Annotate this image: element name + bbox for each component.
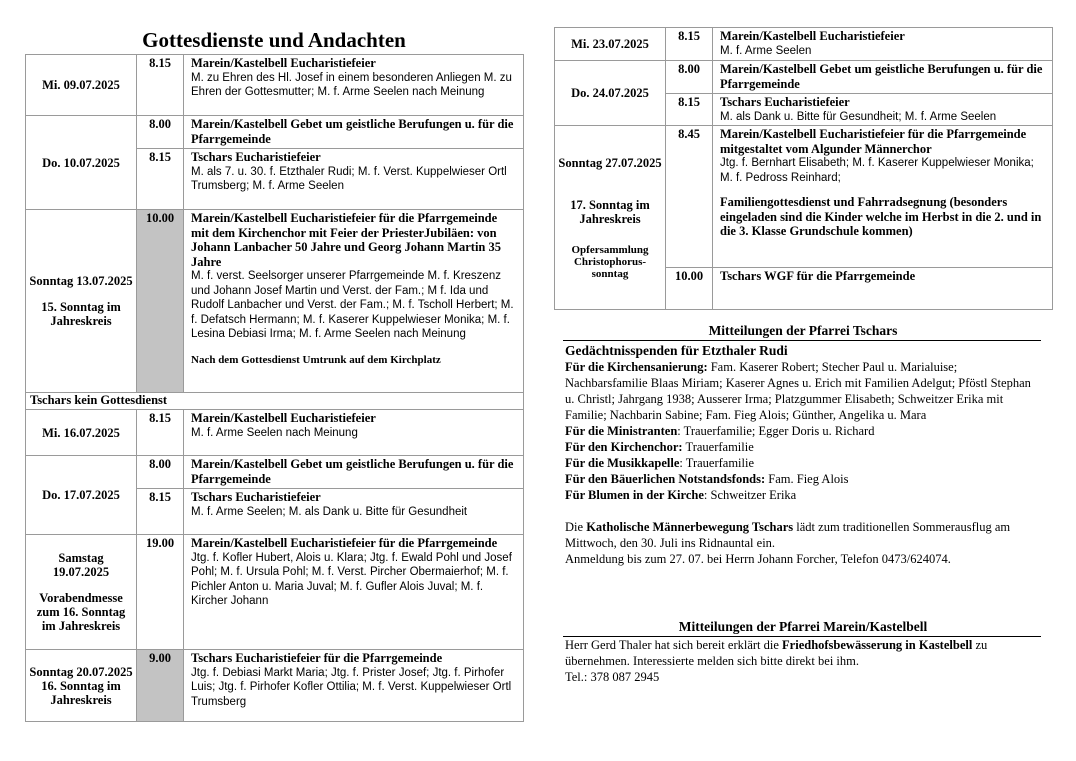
event-title: Marein/Kastelbell Eucharistiefeier — [191, 56, 376, 70]
event-detail: M. zu Ehren des Hl. Josef in einem besonderen Anliegen M. zu Ehren der Gottesmutter; M. f. Arme Seelen nach Meinung — [191, 71, 512, 98]
marein-text-pre: Herr Gerd Thaler hat sich bereit erklärt die — [565, 638, 783, 652]
event-cell — [184, 116, 524, 149]
event-title: Marein/Kastelbell Gebet um geistliche Berufungen u. für die Pfarrgemeinde — [720, 62, 1043, 91]
donation-text: Fam. Kaserer Robert; Stecher Paul u. Marialuise; Nachbarsfamilie Blaas Miriam; Kaserer Agnes u. Erich mit Familien Adelgut; Pföstl Stephan u. Christl; Jahrgang 1938; Ausserer Irma; Platzgummer Elisabeth; Schweitzer Erika mit Familie; Nachbarin Sabine; Fam. Fieg Alois; Günther, Angelika u. Mara — [565, 360, 1031, 422]
time-cell: 8.15 — [137, 55, 184, 116]
donation-blumen — [565, 487, 1041, 503]
event-title: Marein/Kastelbell Gebet um geistliche Berufungen u. für die Pfarrgemeinde — [191, 117, 514, 146]
day-sublabel: 17. Sonntag im Jahreskreis — [570, 197, 650, 226]
time-cell: 8.15 — [666, 94, 713, 126]
donation-text: : Trauerfamilie; Egger Doris u. Richard — [677, 424, 875, 438]
time-cell: 19.00 — [137, 535, 184, 650]
event-title: Marein/Kastelbell Eucharistiefeier — [191, 411, 376, 425]
donation-ministranten — [565, 423, 1041, 439]
time-cell: 8.00 — [137, 116, 184, 149]
event-title: Tschars WGF für die Pfarrgemeinde — [720, 269, 916, 283]
donation-text: : Trauerfamilie — [679, 456, 755, 470]
table-row — [26, 55, 524, 116]
donation-musik — [565, 455, 1041, 471]
time-cell: 8.00 — [137, 456, 184, 489]
day-sublabel: Vorabendmesse zum 16. Sonntag im Jahreskreis — [36, 591, 126, 633]
donation-label: Für die Musikkapelle — [565, 456, 680, 470]
day-sublabel-2: Opfersammlung Christophorus-sonntag — [571, 243, 649, 280]
marein-section — [565, 637, 1041, 685]
time-cell: 8.15 — [137, 489, 184, 535]
donation-label: Für Blumen in der Kirche — [565, 488, 704, 502]
event-title: Tschars Eucharistiefeier für die Pfarrgemeinde — [191, 651, 443, 665]
marein-tel: Tel.: 378 087 2945 — [565, 670, 660, 684]
table-row — [26, 116, 524, 149]
event-cell — [184, 489, 524, 535]
page-title: Gottesdienste und Andachten — [142, 28, 406, 52]
divider — [563, 340, 1041, 341]
table-row — [26, 456, 524, 489]
event-detail: M. als Dank u. Bitte für Gesundheit; M. f. Arme Seelen — [720, 110, 997, 123]
day-cell — [26, 210, 137, 393]
event-cell — [184, 210, 524, 393]
time-cell: 8.15 — [666, 28, 713, 61]
event-detail: M. f. Arme Seelen; M. als Dank u. Bitte für Gesundheit — [191, 505, 468, 518]
event-cell — [713, 94, 1053, 126]
donation-kirche — [565, 359, 1041, 423]
day-cell — [555, 126, 666, 310]
day-cell: Do. 17.07.2025 — [26, 456, 137, 535]
time-cell: 8.45 — [666, 126, 713, 268]
event-title: Marein/Kastelbell Eucharistiefeier für die Pfarrgemeinde — [191, 536, 498, 550]
tschars-subheading: Gedächtnisspenden für Etzthaler Rudi — [565, 343, 788, 358]
time-cell: 9.00 — [137, 650, 184, 722]
day-cell: Do. 24.07.2025 — [555, 61, 666, 126]
donation-text: Fam. Fieg Alois — [765, 472, 849, 486]
day-cell: Mi. 16.07.2025 — [26, 410, 137, 456]
day-cell: Mi. 09.07.2025 — [26, 55, 137, 116]
kmb-text: Die — [565, 520, 587, 534]
kmb-text: lädt zum traditionellen Sommerausflug am Mittwoch, den 30. Juli ins Ridnauntal ein. — [565, 520, 1011, 550]
time-cell: 10.00 — [137, 210, 184, 393]
time-cell: 10.00 — [666, 268, 713, 310]
event-cell — [184, 456, 524, 489]
time-cell: 8.00 — [666, 61, 713, 94]
kmb-registration: Anmeldung bis zum 27. 07. bei Herrn Johann Forcher, Telefon 0473/624074. — [565, 552, 951, 566]
event-detail: M. f. Arme Seelen nach Meinung — [191, 426, 358, 439]
event-title: Tschars Eucharistiefeier — [191, 490, 321, 504]
schedule-table-right — [554, 27, 1053, 310]
table-row — [26, 210, 524, 393]
day-cell: Mi. 23.07.2025 — [555, 28, 666, 61]
marein-highlight: Friedhofsbewässerung in Kastelbell — [782, 638, 973, 652]
table-row — [555, 28, 1053, 61]
event-title: Marein/Kastelbell Eucharistiefeier für die Pfarrgemeinde mitgestaltet vom Algunder Männerchor — [720, 127, 1027, 156]
notice-row: Tschars kein Gottesdienst — [26, 393, 524, 410]
event-cell — [184, 410, 524, 456]
event-detail: M. f. Arme Seelen — [720, 44, 812, 57]
event-extra: Familiengottesdienst und Fahrradsegnung (besonders eingeladen sind die Kinder welche im Herbst in die 2. und in die 3. Klasse Grundschule kommen) — [720, 195, 1042, 238]
event-cell — [713, 61, 1053, 94]
marein-heading: Mitteilungen der Pfarrei Marein/Kastelbell — [678, 619, 928, 634]
marein-text-post: zu übernehmen. Interessierte melden sich bitte direkt bei ihm. — [565, 638, 988, 668]
day-cell: Do. 10.07.2025 — [26, 116, 137, 210]
kmb-name: Katholische Männerbewegung Tschars — [586, 520, 794, 534]
marein-text — [565, 637, 1041, 669]
event-detail: Jtg. f. Bernhart Elisabeth; M. f. Kaserer Kuppelwieser Monika; M. f. Pedross Reinhard; — [720, 157, 1034, 184]
event-title: Marein/Kastelbell Eucharistiefeier — [720, 29, 905, 43]
event-cell — [184, 55, 524, 116]
donation-label: Für die Ministranten — [565, 424, 678, 438]
time-cell: 8.15 — [137, 149, 184, 210]
table-row — [26, 650, 524, 722]
table-row — [26, 393, 524, 410]
table-row — [26, 535, 524, 650]
day-label: Samstag 19.07.2025 — [52, 551, 110, 579]
event-note: Nach dem Gottesdienst Umtrunk auf dem Kirchplatz — [191, 353, 441, 366]
donation-chor — [565, 439, 1041, 455]
donation-label: Für den Kirchenchor: — [565, 440, 683, 454]
donation-label: Für den Bäuerlichen Notstandsfonds: — [565, 472, 766, 486]
event-detail: M. f. verst. Seelsorger unserer Pfarrgemeinde M. f. Kreszenz und Johann Josef Martin und Verst. der Fam.; M f. Ida und Rudolf Lanbacher und Verst. der Fam.; M. f. Tscholl Herbert; M. f. Defatsch Hermann; M. f. Kaserer Kuppelwieser Monika; M. f. Lesina Debiasi Irma; M. f. Arme Seelen nach Meinung — [191, 270, 514, 340]
donation-fonds — [565, 471, 1041, 487]
event-cell — [184, 650, 524, 722]
day-cell — [26, 535, 137, 650]
kmb-announcement — [565, 519, 1041, 551]
tschars-section — [565, 343, 1041, 567]
time-cell: 8.15 — [137, 410, 184, 456]
table-row — [555, 126, 1053, 268]
tschars-heading: Mitteilungen der Pfarrei Tschars — [708, 323, 898, 338]
event-detail: Jtg. f. Debiasi Markt Maria; Jtg. f. Prister Josef; Jtg. f. Pirhofer Luis; Jtg. f. Pirhofer Kofler Ottilia; M. f. Verst. Kuppelwieser Ortl Trumsberg — [191, 666, 512, 708]
donation-label: Für die Kirchensanierung: — [565, 360, 708, 374]
day-label: Sonntag 27.07.2025 — [558, 155, 662, 170]
event-title: Tschars Eucharistiefeier — [191, 150, 321, 164]
table-row — [26, 410, 524, 456]
event-cell — [184, 149, 524, 210]
event-detail: Jtg. f. Kofler Hubert, Alois u. Klara; Jtg. f. Ewald Pohl und Josef Pohl; M. f. Ursula Pohl; M. f. Verst. Pircher Obermaierhof; M. f. Pichler Anton u. Maria Juval; M. f. Gufler Alois Juval; M. f. Kircher Johann — [191, 551, 512, 607]
event-title: Marein/Kastelbell Eucharistiefeier für die Pfarrgemeinde mit dem Kirchenchor mit Feier der PriesterJubiläen: von Johann Lanbacher 50 Jahre und Georg Johann Martin 35 Jahre — [191, 211, 502, 269]
donation-text: : Schweitzer Erika — [703, 488, 797, 502]
day-cell: Sonntag 20.07.2025 16. Sonntag im Jahreskreis — [26, 650, 137, 722]
event-cell — [713, 126, 1053, 268]
donation-text: Trauerfamilie — [682, 440, 754, 454]
day-label: Sonntag 13.07.2025 — [29, 274, 133, 288]
event-detail: M. als 7. u. 30. f. Etzthaler Rudi; M. f. Verst. Kuppelwieser Ortl Trumsberg; M. f. Arme Seelen — [191, 165, 507, 192]
table-row — [555, 61, 1053, 94]
event-cell — [184, 535, 524, 650]
event-title: Marein/Kastelbell Gebet um geistliche Berufungen u. für die Pfarrgemeinde — [191, 457, 514, 486]
event-cell — [713, 268, 1053, 310]
day-sublabel: 15. Sonntag im Jahreskreis — [41, 300, 121, 328]
schedule-table-left — [25, 54, 524, 722]
event-cell — [713, 28, 1053, 61]
event-title: Tschars Eucharistiefeier — [720, 95, 850, 109]
